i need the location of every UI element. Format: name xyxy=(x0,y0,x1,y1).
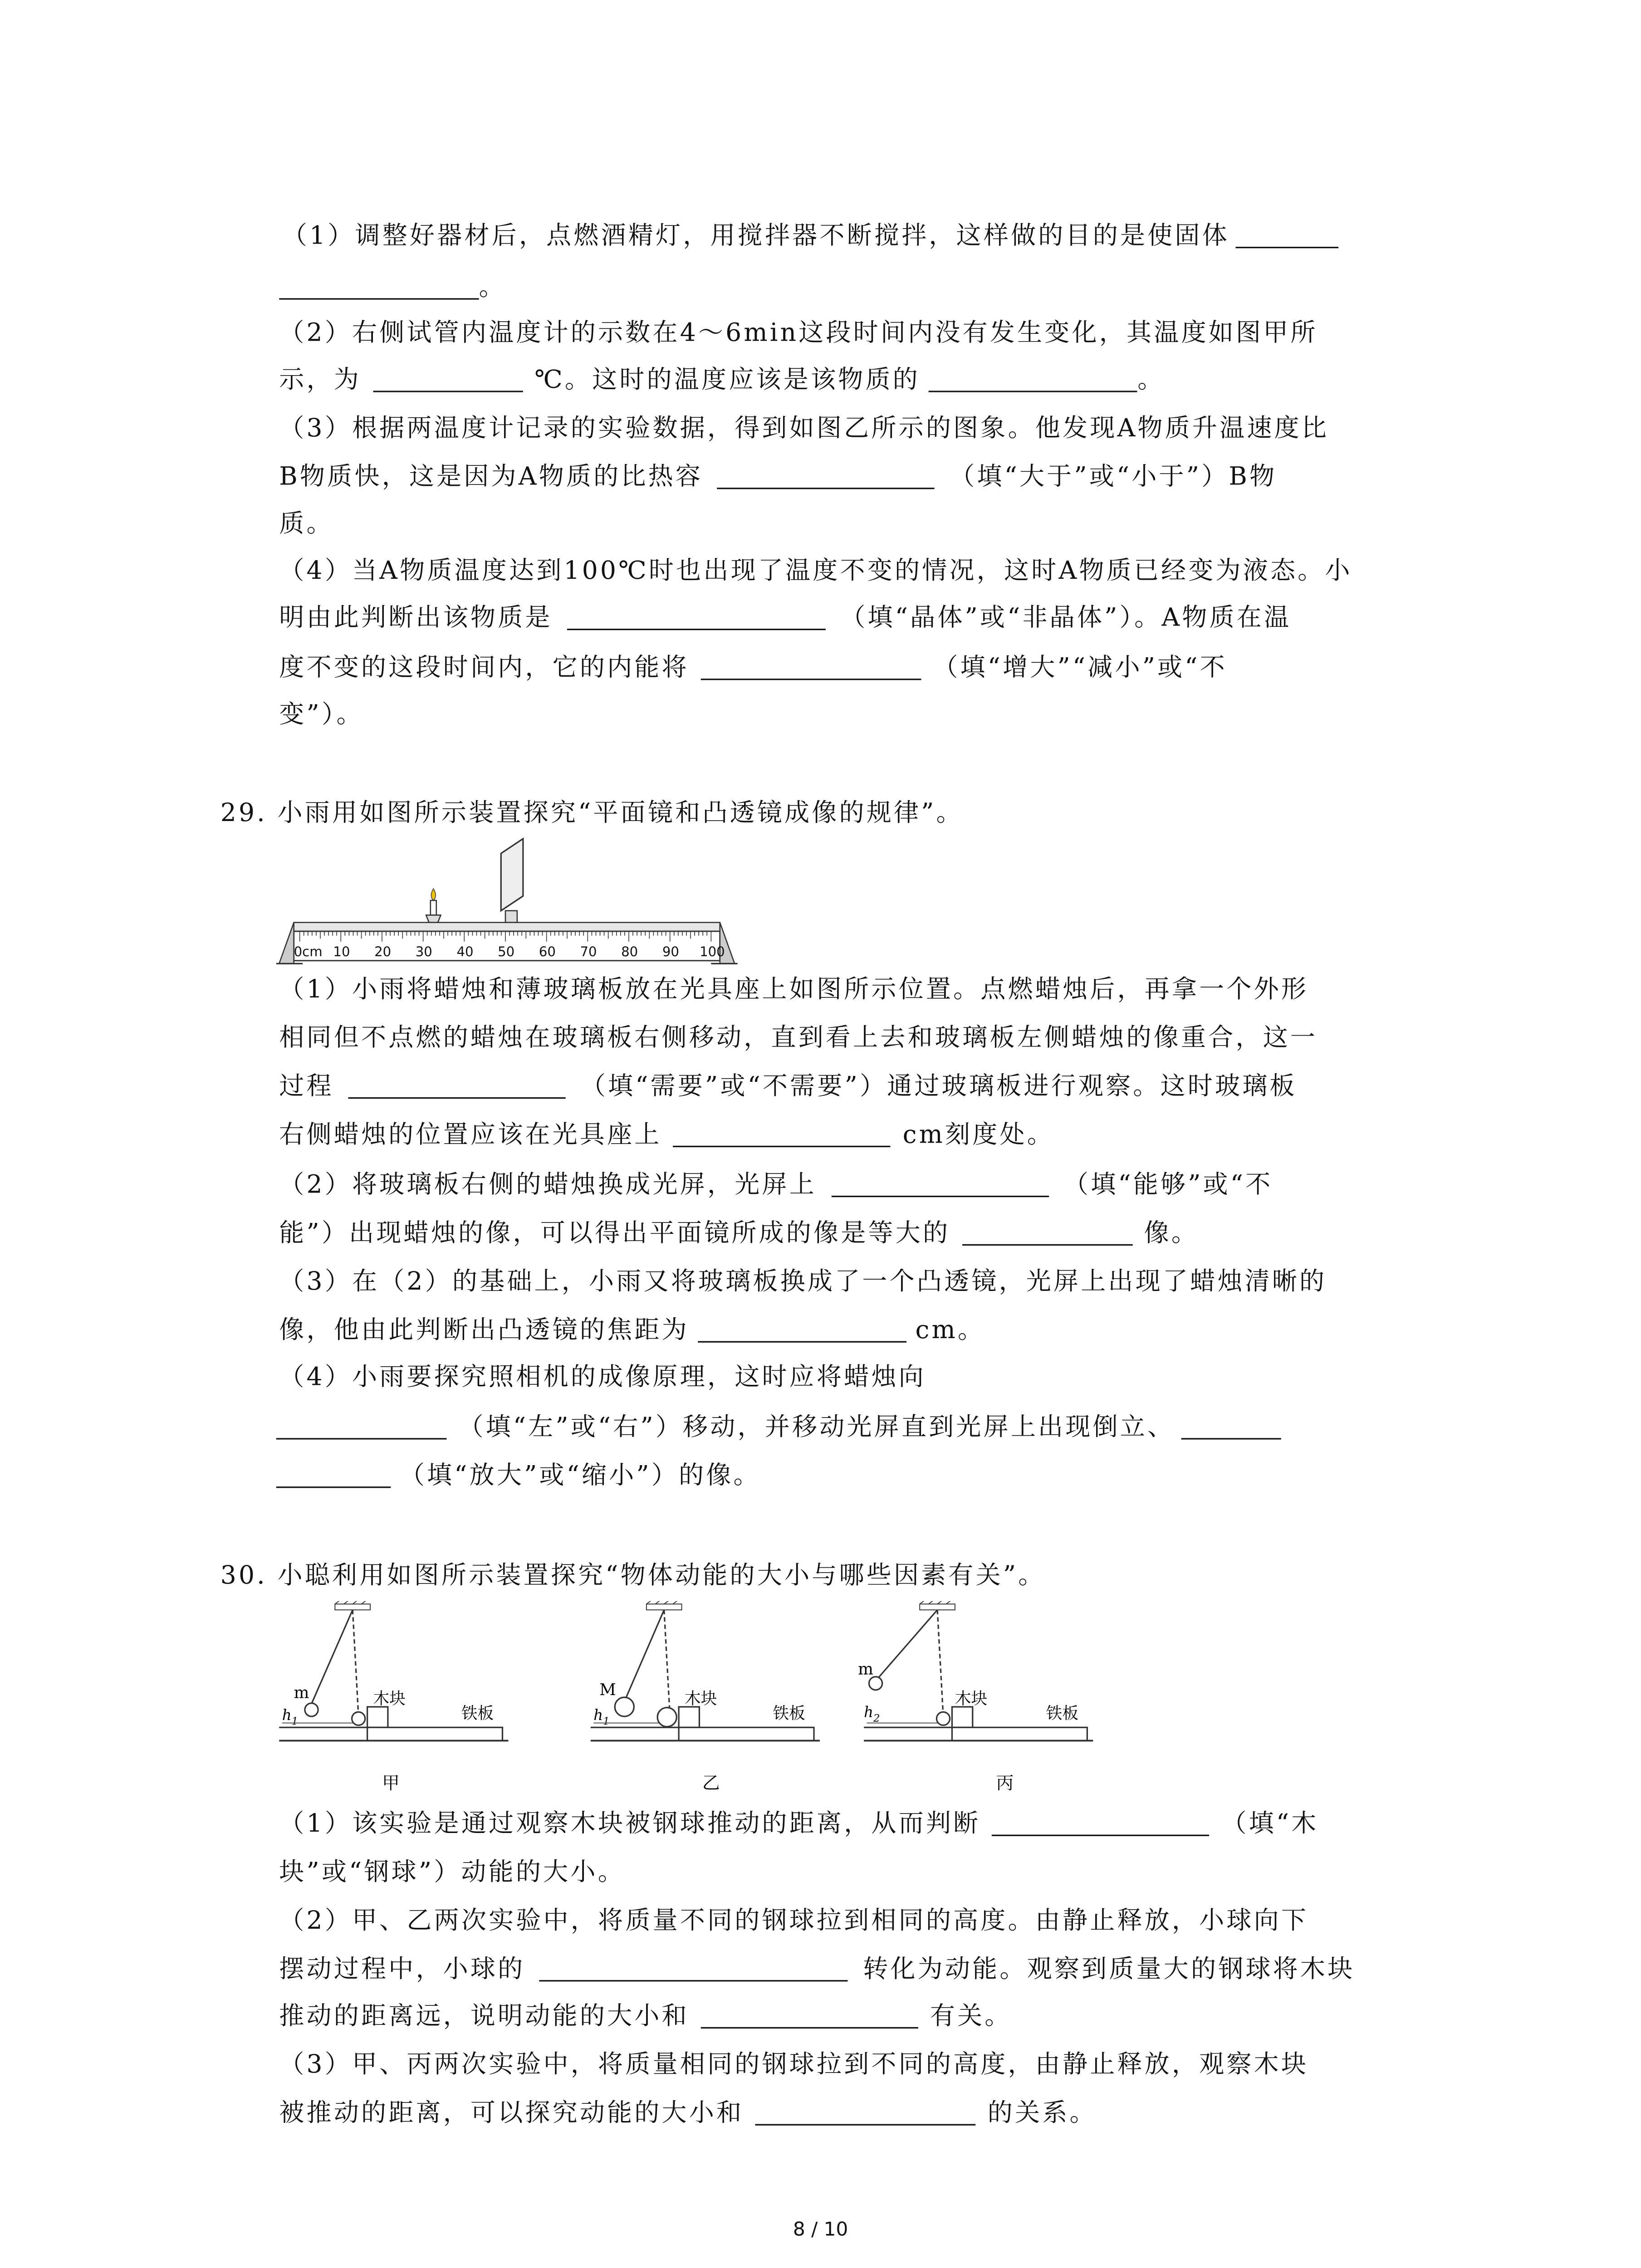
text: （填“晶体”或“非晶体”）。A物质在温 xyxy=(840,603,1292,633)
q29-part1-line1 xyxy=(0,974,1641,1006)
q30-part3-line2 xyxy=(0,2097,1641,2130)
text: 的关系。 xyxy=(987,2099,1097,2129)
text: 能”）出现蜡烛的像，可以得出平面镜所成的像是等大的 xyxy=(279,1219,950,1249)
q29-part4-line2 xyxy=(0,1412,1641,1444)
text: 有关。 xyxy=(930,2002,1012,2032)
figure-caption: 丙 xyxy=(996,1773,1014,1794)
text: 转化为动能。观察到质量大的钢球将木块 xyxy=(863,1955,1355,1984)
answer-blank[interactable] xyxy=(992,1810,1210,1836)
q30-part3-line1 xyxy=(0,2049,1641,2081)
answer-blank[interactable] xyxy=(1235,222,1338,248)
q29-part2-line1 xyxy=(0,1169,1641,1202)
text: 推动的距离远，说明动能的大小和 xyxy=(279,2002,689,2032)
wood-block-label: 木块 xyxy=(955,1689,988,1708)
ruler-label: 100 xyxy=(700,944,725,960)
answer-blank[interactable] xyxy=(673,1121,891,1147)
q29-part4-line1 xyxy=(0,1362,1641,1394)
answer-blank[interactable] xyxy=(698,1316,906,1343)
q28-part3-line3 xyxy=(0,508,1641,540)
ball-mass-label: m xyxy=(294,1683,309,1702)
q28-part2-line2 xyxy=(0,364,1641,396)
q30-part1-line2 xyxy=(0,1857,1641,1889)
text: （填“增大”“减小”或“不 xyxy=(933,654,1227,683)
question-stem: 29. 小雨用如图所示装置探究“平面镜和凸透镜成像的规律”。 xyxy=(220,799,964,829)
q30-part2-text: （2）甲、乙两次实验中，将质量不同的钢球拉到相同的高度。由静止释放，小球向下 xyxy=(279,1906,1309,1936)
q28-part3-line2 xyxy=(0,461,1641,494)
ruler-label: 60 xyxy=(539,944,556,960)
ball-mass-label: m xyxy=(858,1660,873,1679)
text: 块”或“钢球”）动能的大小。 xyxy=(279,1858,625,1888)
punct: 。 xyxy=(1137,366,1165,396)
answer-blank[interactable] xyxy=(276,1413,447,1439)
page-number: 8 / 10 xyxy=(793,2219,848,2242)
text: （1）该实验是通过观察木块被钢球推动的距离，从而判断 xyxy=(279,1809,981,1839)
answer-blank[interactable] xyxy=(962,1219,1132,1246)
ruler-label: 80 xyxy=(621,944,638,960)
q29-part2-line2 xyxy=(0,1218,1641,1250)
ruler-label: 0cm xyxy=(294,944,323,960)
answer-blank[interactable] xyxy=(279,273,479,299)
question-stem: 30. 小聪利用如图所示装置探究“物体动能的大小与哪些因素有关”。 xyxy=(220,1561,1046,1591)
q28-part2-line1 xyxy=(0,317,1641,349)
answer-blank[interactable] xyxy=(567,604,826,630)
answer-blank[interactable] xyxy=(701,654,921,680)
q28-part4-text: （4）当A物质温度达到100℃时也出现了温度不变的情况，这时A物质已经变为液态。小 xyxy=(279,557,1352,587)
answer-blank[interactable] xyxy=(373,366,523,392)
ruler-label: 90 xyxy=(662,944,679,960)
q28-part4-line4 xyxy=(0,699,1641,731)
figure-caption: 乙 xyxy=(702,1773,720,1794)
glass-plate-icon xyxy=(501,839,523,923)
ruler-label: 50 xyxy=(498,944,515,960)
text: 度不变的这段时间内，它的内能将 xyxy=(279,654,689,683)
text: 像，他由此判断出凸透镜的焦距为 xyxy=(279,1316,689,1346)
q30-part2-line1 xyxy=(0,1905,1641,1937)
q29-part3-text: （3）在（2）的基础上，小雨又将玻璃板换成了一个凸透镜，光屏上出现了蜡烛清晰的 xyxy=(279,1267,1327,1297)
wood-block-label: 木块 xyxy=(685,1689,717,1708)
ruler-label: 10 xyxy=(333,944,350,960)
q28-part1-line2 xyxy=(0,272,1641,304)
q28-part3-line1 xyxy=(0,413,1641,445)
answer-blank[interactable] xyxy=(831,1171,1048,1197)
text: （填“需要”或“不需要”）通过玻璃板进行观察。这时玻璃板 xyxy=(580,1072,1297,1102)
q30-part2-line2 xyxy=(0,1954,1641,1986)
q29-part1-line4 xyxy=(0,1119,1641,1152)
answer-blank[interactable] xyxy=(929,366,1137,392)
text: 示，为 xyxy=(279,366,362,396)
pendulum-figure-yi xyxy=(585,1601,838,1799)
text: B物质快，这是因为A物质的比热容 xyxy=(279,463,703,492)
figure-caption: 甲 xyxy=(382,1773,400,1794)
q29-part3-line1 xyxy=(0,1266,1641,1298)
text: （填“木 xyxy=(1221,1809,1319,1839)
answer-blank[interactable] xyxy=(718,463,935,489)
candle-icon xyxy=(426,889,441,922)
text: 右侧蜡烛的位置应该在光具座上 xyxy=(279,1120,662,1150)
answer-blank[interactable] xyxy=(755,2099,976,2126)
q28-part2-text: （2）右侧试管内温度计的示数在4～6min这段时间内没有发生变化，其温度如图甲所 xyxy=(279,318,1318,348)
text: 被推动的距离，可以探究动能的大小和 xyxy=(279,2099,744,2129)
text: cm。 xyxy=(915,1316,985,1346)
ball-mass-label: M xyxy=(599,1680,616,1699)
iron-plate-label: 铁板 xyxy=(1046,1704,1078,1723)
answer-blank[interactable] xyxy=(701,2002,918,2028)
text: （填“大于”或“小于”）B物 xyxy=(950,463,1277,492)
text: 质。 xyxy=(279,509,334,539)
q29-part1-line2 xyxy=(0,1022,1641,1055)
q30-part3-text: （3）甲、丙两次实验中，将质量相同的钢球拉到不同的高度，由静止释放，观察木块 xyxy=(279,2050,1309,2080)
ruler-label: 30 xyxy=(415,944,432,960)
text: 变”）。 xyxy=(279,700,364,730)
q28-part1-line1 xyxy=(0,220,1641,253)
text: （填“左”或“右”）移动，并移动光屏直到光屏上出现倒立、 xyxy=(458,1413,1175,1443)
text: （填“能够”或“不 xyxy=(1063,1170,1273,1200)
q28-part3-text: （3）根据两温度计记录的实验数据，得到如图乙所示的图象。他发现A物质升温速度比 xyxy=(279,414,1329,444)
text: （2）将玻璃板右侧的蜡烛换成光屏，光屏上 xyxy=(279,1170,817,1200)
pendulum-figure-bing xyxy=(858,1601,1111,1799)
text: ℃。这时的温度应该是该物质的 xyxy=(534,366,920,396)
text: （填“放大”或“缩小”）的像。 xyxy=(399,1461,761,1491)
q28-part4-line3 xyxy=(0,652,1641,684)
q28-part4-line1 xyxy=(0,555,1641,587)
text: 像。 xyxy=(1144,1219,1199,1249)
pendulum-figure-jia xyxy=(273,1601,526,1799)
q29-part4-text: （4）小雨要探究照相机的成像原理，这时应将蜡烛向 xyxy=(279,1363,926,1393)
q29-stem xyxy=(0,797,1641,830)
punct: 。 xyxy=(479,273,506,303)
q30-part1-line1 xyxy=(0,1808,1641,1840)
q30-stem xyxy=(0,1560,1641,1592)
iron-plate-label: 铁板 xyxy=(461,1704,494,1723)
text: cm刻度处。 xyxy=(902,1120,1054,1150)
answer-blank[interactable] xyxy=(276,1461,391,1488)
q30-part2-line3 xyxy=(0,2001,1641,2033)
height-label: $h_1$ xyxy=(593,1706,610,1727)
q29-part1-text: （1）小雨将蜡烛和薄玻璃板放在光具座上如图所示位置。点燃蜡烛后，再拿一个外形 xyxy=(279,975,1309,1005)
text: 相同但不点燃的蜡烛在玻璃板右侧移动，直到看上去和玻璃板左侧蜡烛的像重合，这一 xyxy=(279,1024,1318,1053)
optical-bench-figure xyxy=(273,834,743,966)
ruler-label: 20 xyxy=(374,944,392,960)
text: 明由此判断出该物质是 xyxy=(279,603,553,633)
ruler-label: 40 xyxy=(456,944,474,960)
q28-part1-text: （1）调整好器材后，点燃酒精灯，用搅拌器不断搅拌，这样做的目的是使固体 xyxy=(282,221,1230,251)
answer-blank[interactable] xyxy=(348,1072,566,1099)
iron-plate-label: 铁板 xyxy=(773,1704,805,1723)
height-label: $h_1$ xyxy=(282,1706,299,1727)
answer-blank[interactable] xyxy=(540,1955,848,1981)
answer-blank[interactable] xyxy=(1181,1413,1280,1439)
height-label: $h_2$ xyxy=(864,1703,880,1725)
q29-part4-line3 xyxy=(0,1460,1641,1492)
text: 过程 xyxy=(279,1072,334,1102)
wood-block-label: 木块 xyxy=(373,1689,406,1708)
q28-part4-line2 xyxy=(0,602,1641,635)
text: 摆动过程中，小球的 xyxy=(279,1955,525,1984)
ruler-label: 70 xyxy=(580,944,597,960)
q29-part1-line3 xyxy=(0,1071,1641,1103)
q29-part3-line2 xyxy=(0,1315,1641,1347)
